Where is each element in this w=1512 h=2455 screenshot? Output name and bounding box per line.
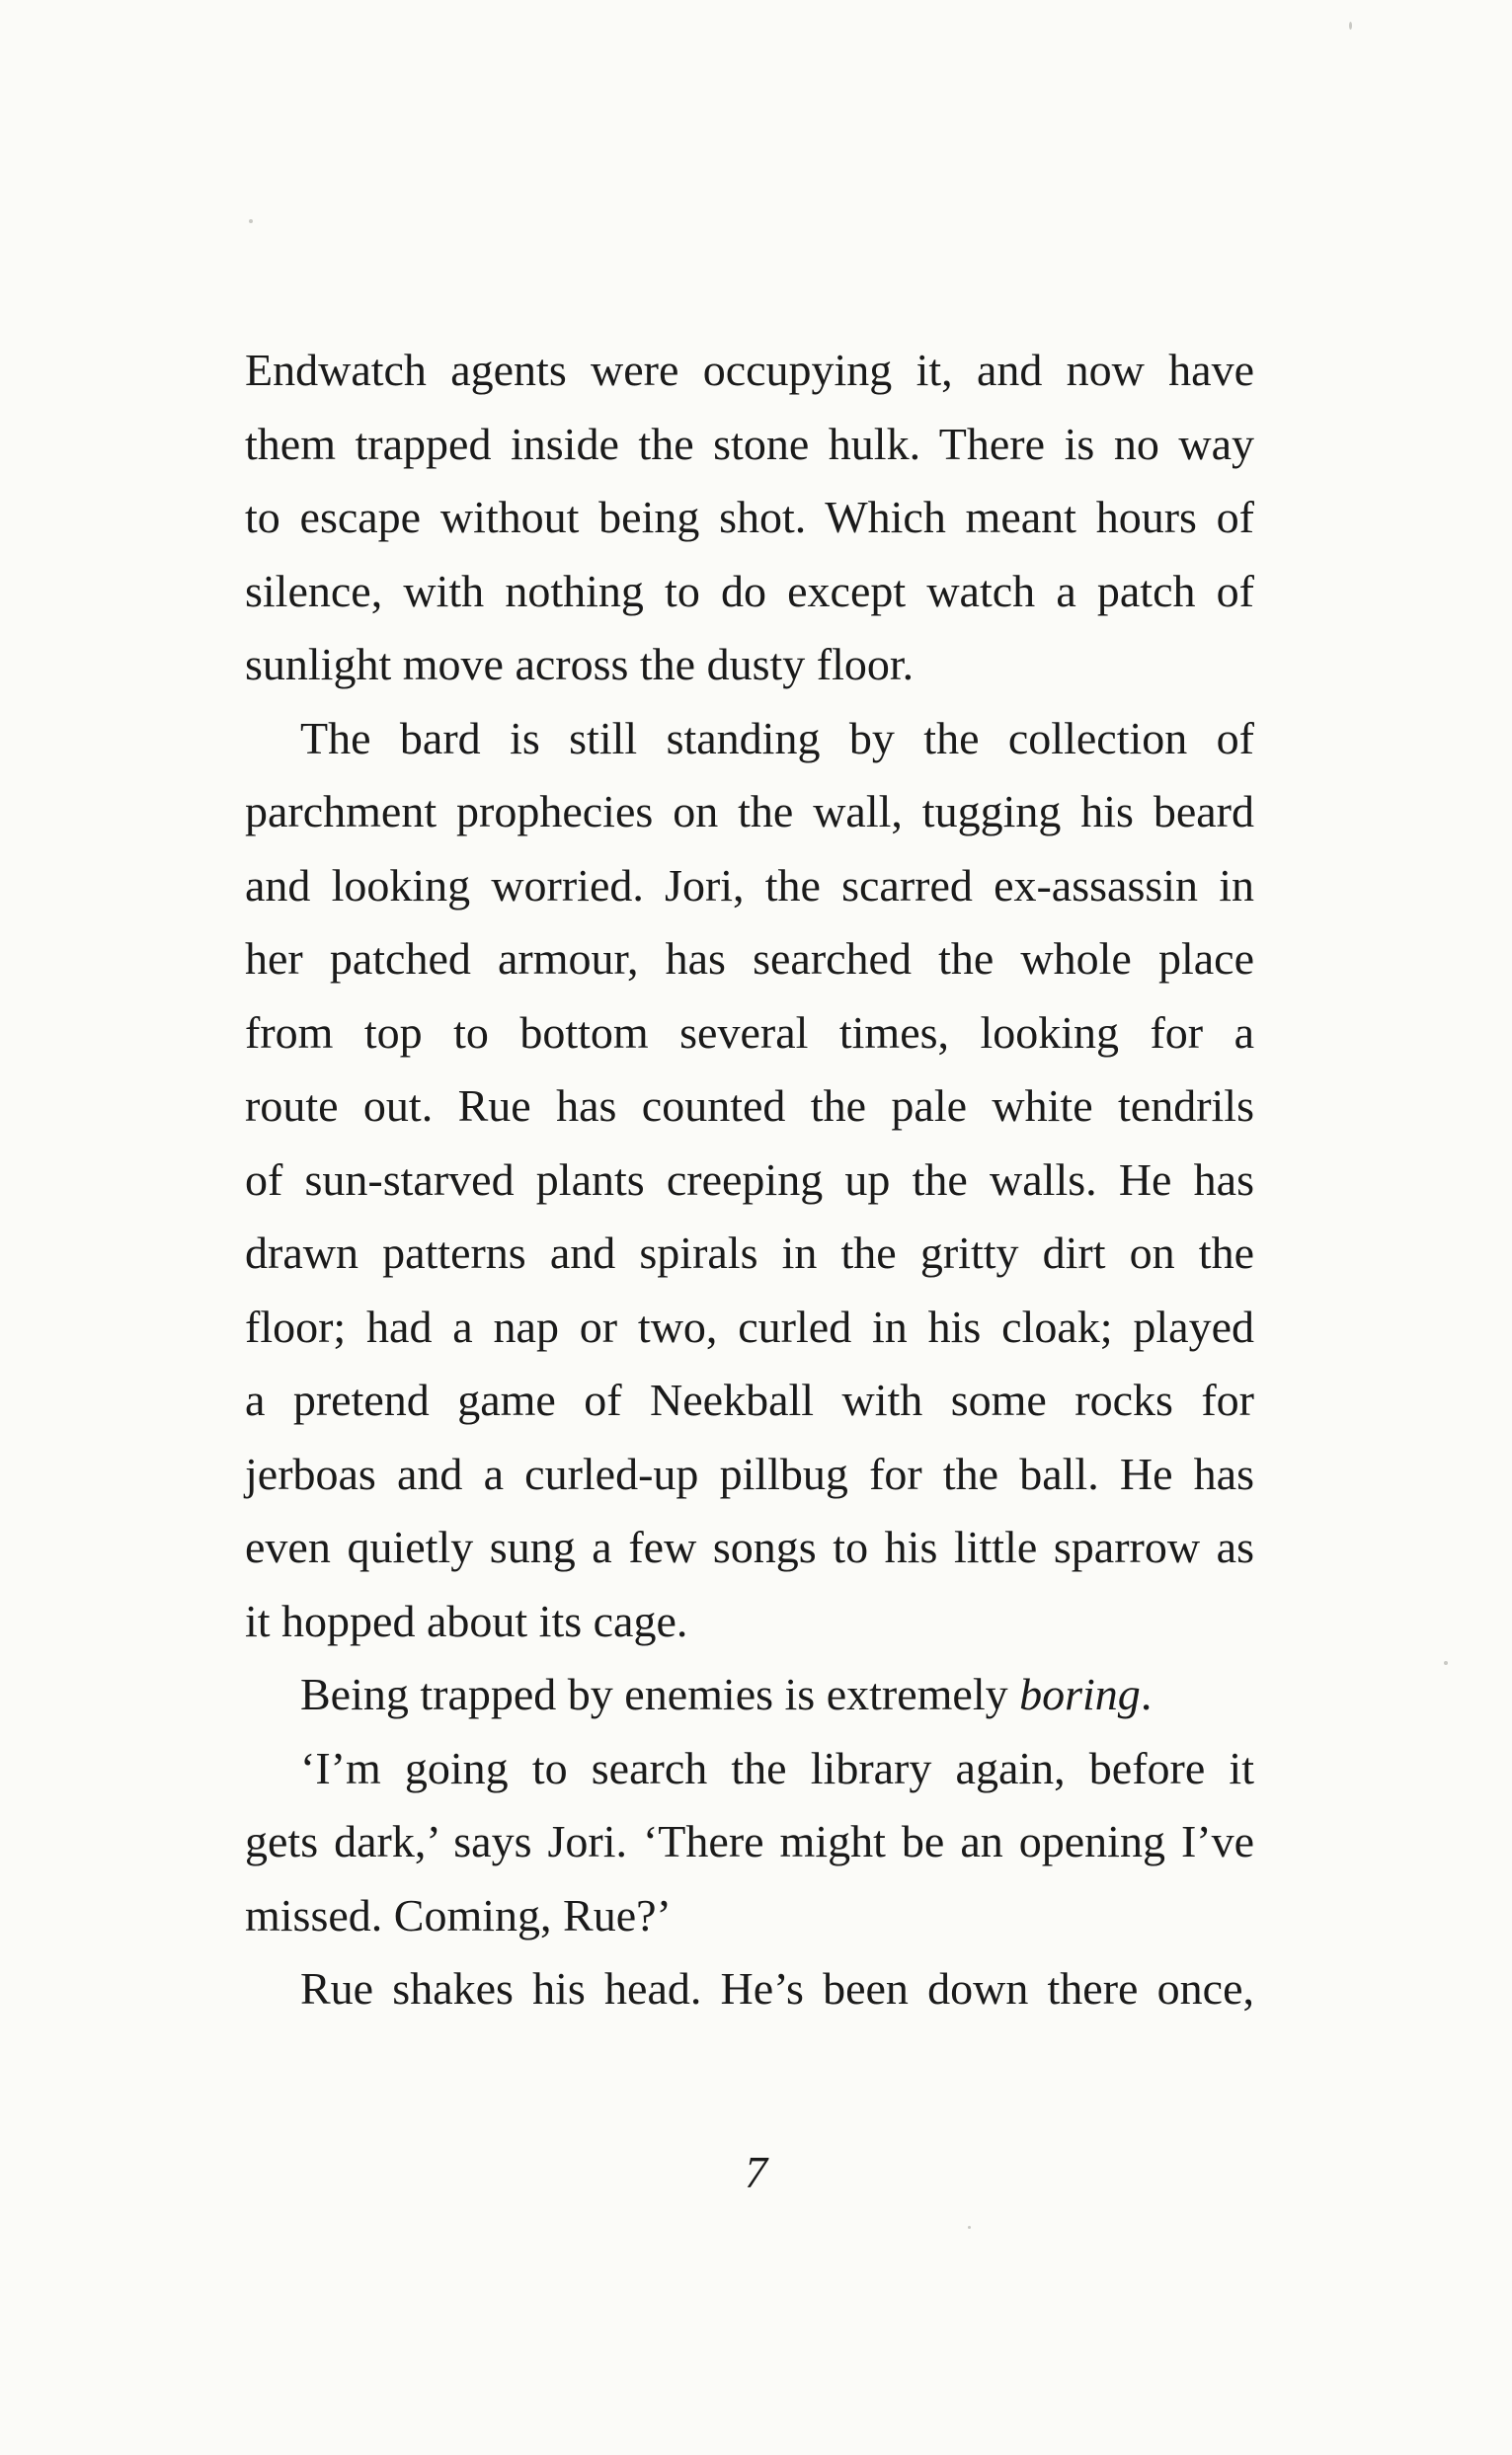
text-line: Endwatch agents were occupying it, and now have — [245, 345, 1254, 395]
text-line: them trapped inside the stone hulk. There is no way — [245, 418, 1254, 469]
paper-speck — [249, 219, 253, 223]
text-line: missed. Coming, Rue?’ — [245, 1889, 672, 1940]
text-line: even quietly sung a few songs to his little sparrow as — [245, 1522, 1254, 1572]
text-line: drawn patterns and spirals in the gritty dirt on the — [245, 1228, 1254, 1278]
text-line: ‘I’m going to search the library again, before it — [300, 1742, 1254, 1793]
paragraph-5 — [245, 1952, 1254, 2026]
text-run: . — [1140, 1669, 1153, 1719]
text-line: from top to bottom several times, looking for a — [245, 1006, 1254, 1058]
text-line: and looking worried. Jori, the scarred ex-assassin in — [245, 859, 1254, 911]
body-text — [245, 334, 1254, 2026]
paper-speck — [1444, 1661, 1448, 1665]
text-line: gets dark,’ says Jori. ‘There might be an opening I’ve — [245, 1816, 1254, 1866]
paper-speck — [1349, 22, 1352, 30]
text-line: jerboas and a curled-up pillbug for the ball. He has — [245, 1448, 1254, 1499]
paper-speck — [968, 2226, 971, 2229]
text-line: Rue shakes his head. He’s been down there once, — [300, 1963, 1254, 2014]
text-line: floor; had a nap or two, curled in his cloak; played — [245, 1301, 1254, 1352]
text-line: sunlight move across the dusty floor. — [245, 639, 915, 689]
text-line: route out. Rue has counted the pale white tendrils — [245, 1080, 1254, 1131]
text-line: silence, with nothing to do except watch a patch of — [245, 565, 1254, 616]
paragraph-3 — [245, 1658, 1254, 1732]
text-line: to escape without being shot. Which meant hours of — [245, 492, 1254, 542]
text-line: of sun-starved plants creeping up the walls. He has — [245, 1153, 1254, 1205]
text-line: The bard is still standing by the collection of — [300, 712, 1254, 763]
text-run: Being trapped by enemies is extremely — [300, 1669, 1020, 1719]
text-line: it hopped about its cage. — [245, 1595, 688, 1646]
paragraph-4 — [245, 1732, 1254, 1953]
text-line: her patched armour, has searched the whole place — [245, 933, 1254, 984]
text-line — [245, 1658, 1254, 1732]
paragraph-2 — [245, 702, 1254, 1659]
text-line: a pretend game of Neekball with some rocks for — [245, 1375, 1254, 1425]
text-line: parchment prophecies on the wall, tugging his beard — [245, 786, 1254, 836]
emphasized-word: boring — [1019, 1669, 1141, 1719]
page-number: 7 — [745, 2147, 767, 2197]
paragraph-1 — [245, 334, 1254, 702]
